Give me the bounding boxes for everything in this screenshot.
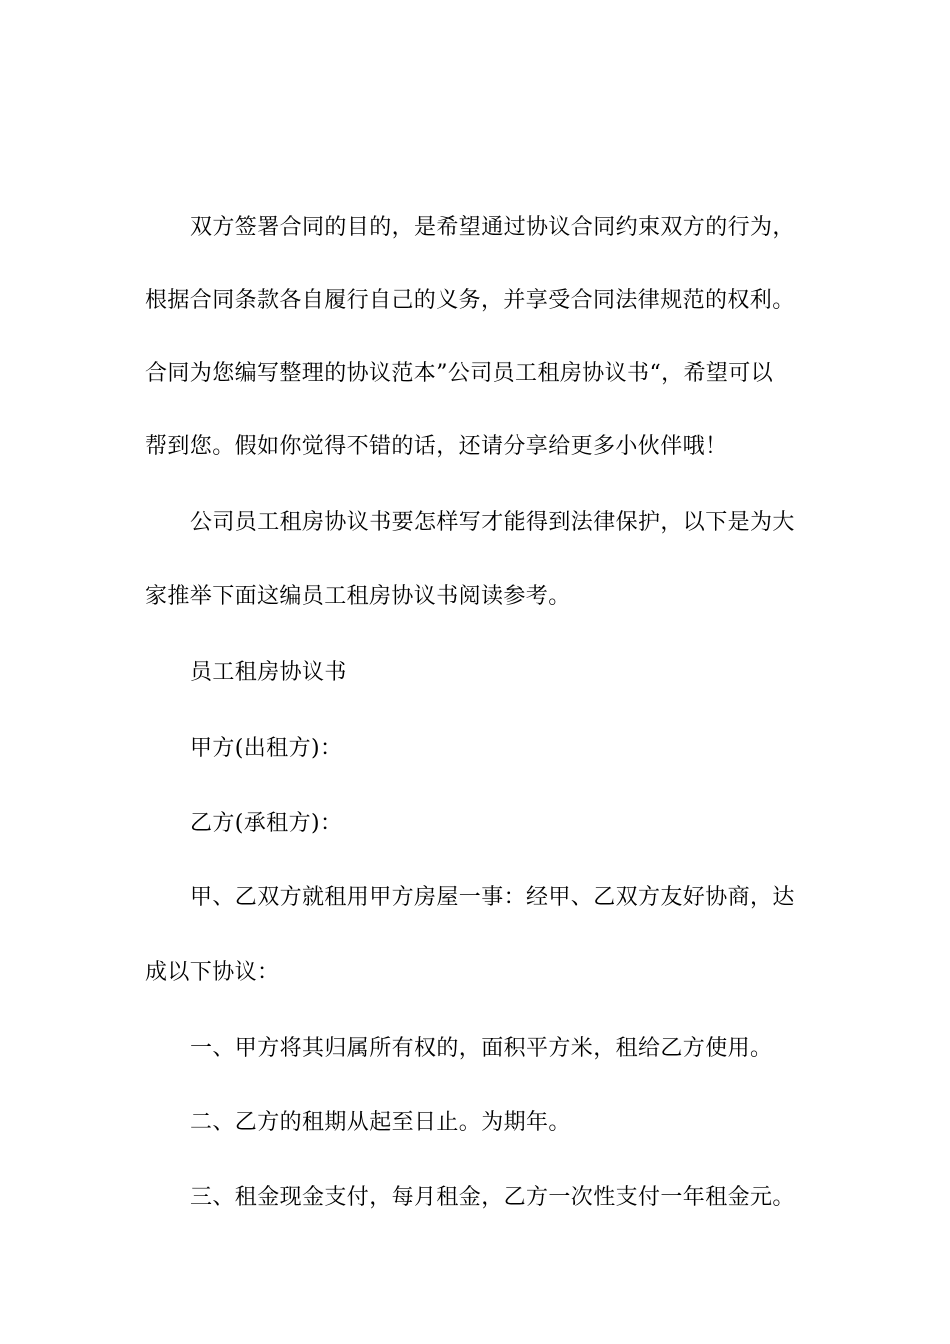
paragraph-line: 合同为您编写整理的协议范本”公司员工租房协议书“，希望可以 [145,361,774,386]
clause-2: 二、乙方的租期从起至日止。为期年。 [190,1110,571,1135]
document-title: 员工租房协议书 [190,660,347,685]
paragraph-line: 公司员工租房协议书要怎样写才能得到法律保护，以下是为大 [190,510,795,535]
paragraph-line: 甲、乙双方就租用甲方房屋一事：经甲、乙双方友好协商，达 [190,885,795,910]
clause-3: 三、租金现金支付，每月租金，乙方一次性支付一年租金元。 [190,1185,795,1210]
party-b-line: 乙方(承租方)： [190,811,343,836]
clause-1: 一、甲方将其归属所有权的，面积平方米，租给乙方使用。 [190,1036,773,1061]
paragraph-line: 帮到您。假如你觉得不错的话，还请分享给更多小伙伴哦！ [145,434,728,459]
paragraph-line: 家推举下面这编员工租房协议书阅读参考。 [145,584,571,609]
paragraph-line: 双方签署合同的目的，是希望通过协议合同约束双方的行为， [190,215,795,240]
paragraph-line: 成以下协议： [145,960,280,985]
party-a-line: 甲方(出租方)： [190,736,343,761]
paragraph-line: 根据合同条款各自履行自己的义务，并享受合同法律规范的权利。 [145,288,795,313]
